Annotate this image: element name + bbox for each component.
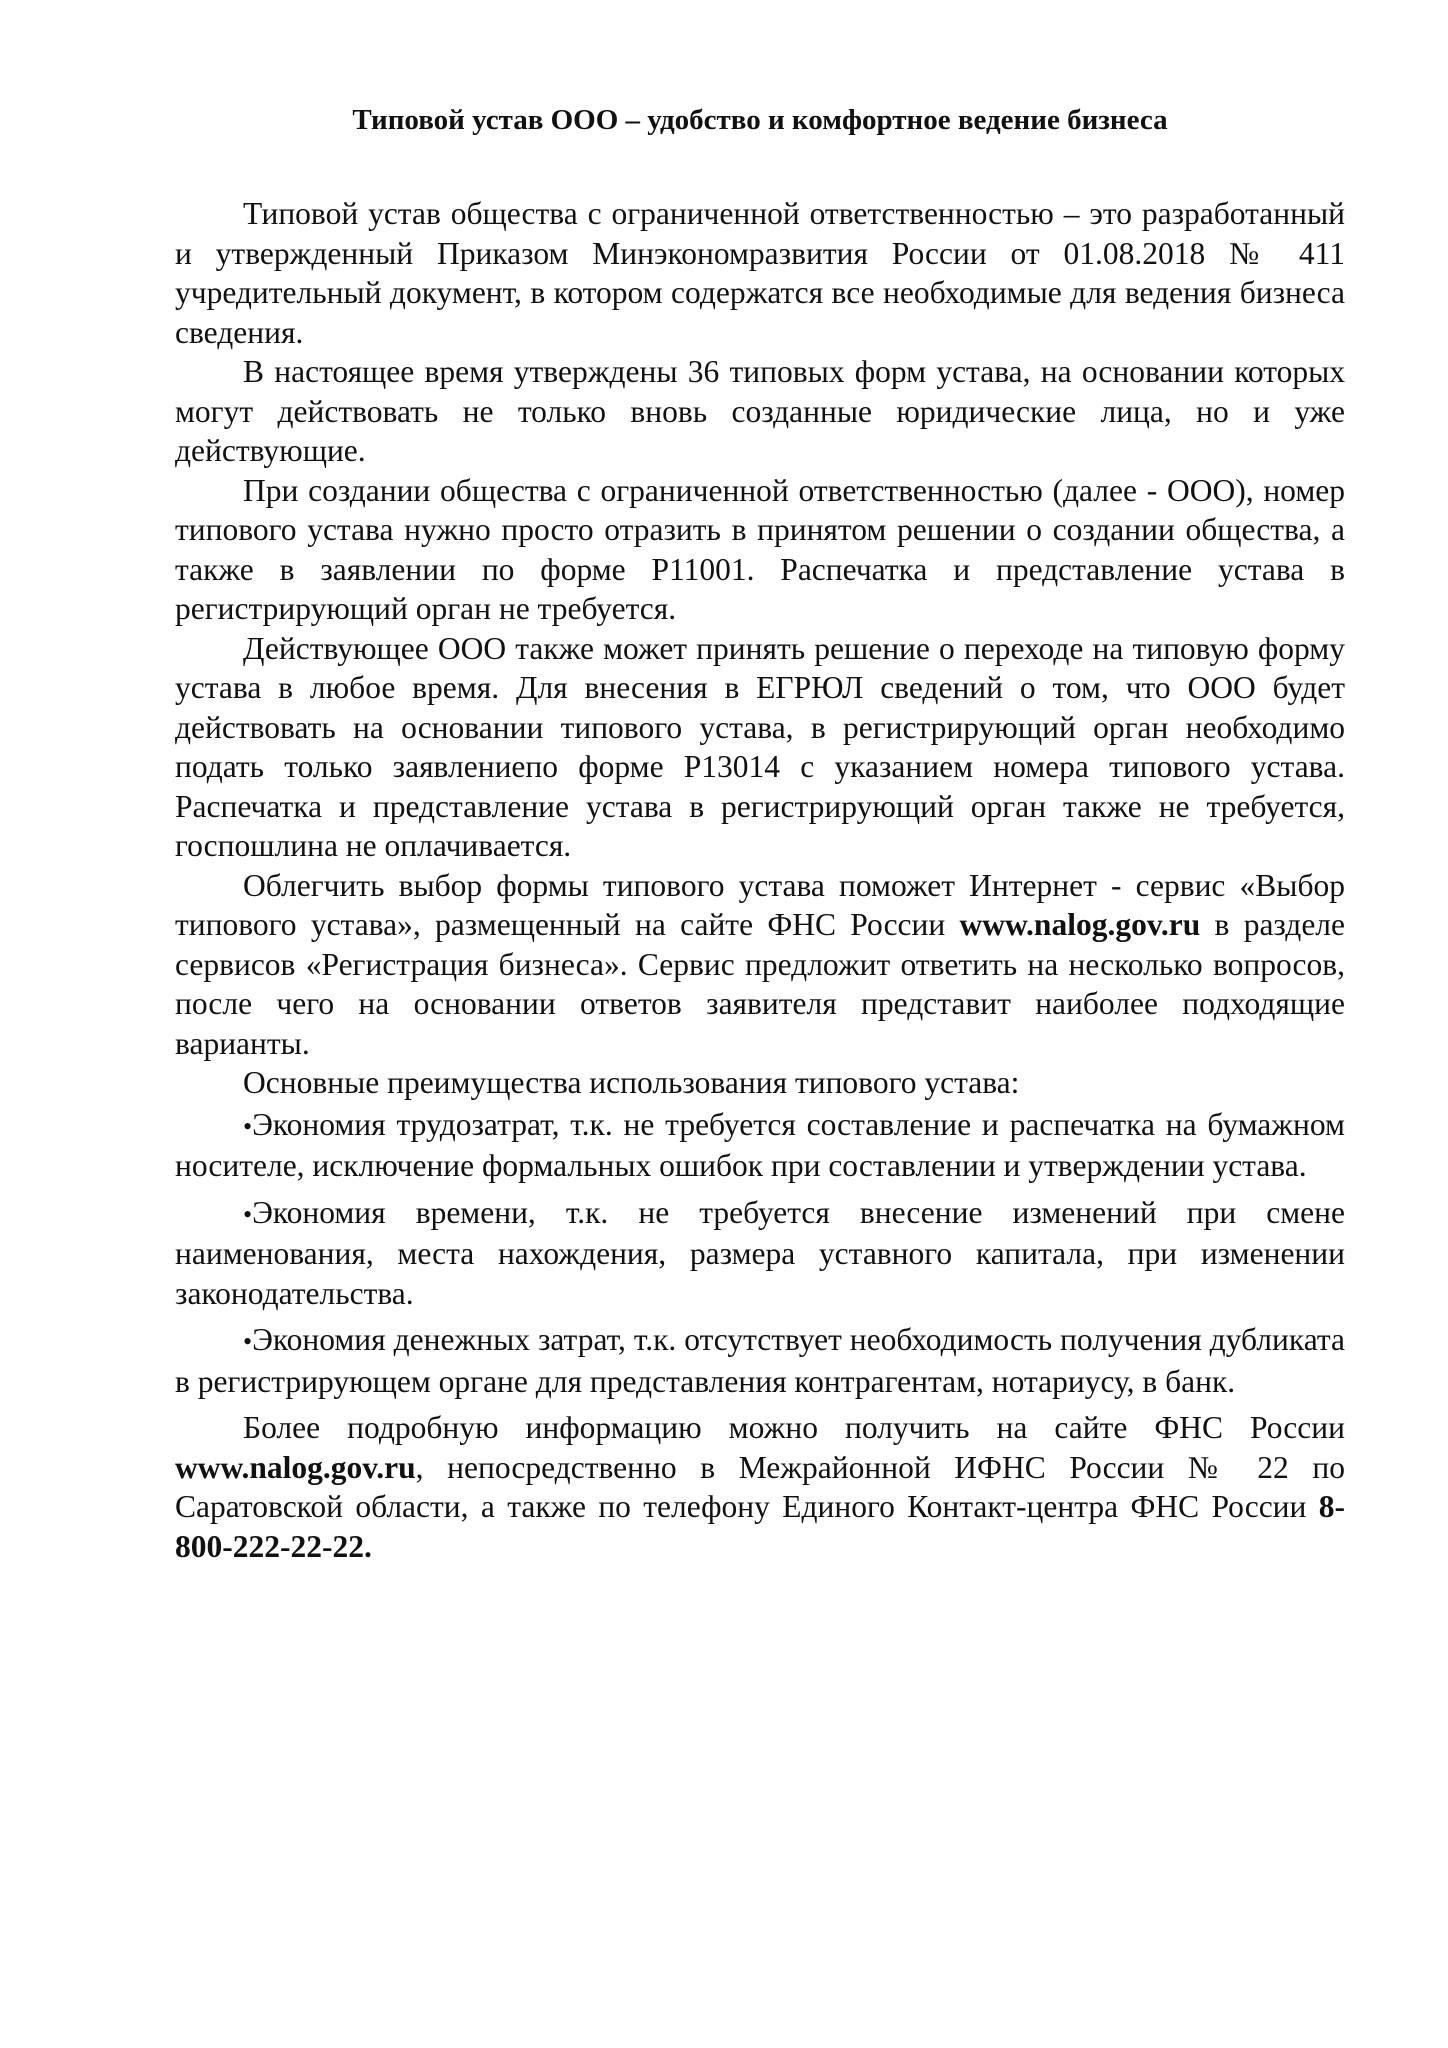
paragraph-forms-count: В настоящее время утверждены 36 типовых форм устава, на основании которых могут действовать не только вновь созданные юридические лица, но и уже действующие. [175, 354, 1345, 468]
list-item [175, 1193, 1345, 1314]
bullet-icon: • [243, 1327, 253, 1356]
contacts-text-middle: , непосредственно в Межрайонной ИФНС России № 22 по Саратовской области, а также по телефону Единого Контакт-центра ФНС России [175, 1449, 1345, 1524]
nalog-link[interactable]: www.nalog.gov.ru [175, 1449, 416, 1485]
list-item-text: Экономия времени, т.к. не требуется внесение изменений при смене наименования, места нахождения, размера уставного капитала, при изменении законодательства. [175, 1194, 1345, 1311]
list-item [175, 1320, 1345, 1401]
phone-number: 8-800-222-22-22. [175, 1489, 1345, 1564]
list-item-text: Экономия трудозатрат, т.к. не требуется составление и распечатка на бумажном носителе, исключение формальных ошибок при составлении и утверждении устава. [175, 1106, 1345, 1183]
service-text-before: Облегчить выбор формы типового устава поможет Интернет - сервис «Выбор типового устава», размещенный на сайте ФНС России [175, 867, 1345, 942]
paragraph-advantages-intro: Основные преимущества использования типового устава: [243, 1065, 1020, 1100]
service-text-after: в разделе сервисов «Регистрация бизнеса». Сервис предложит ответить на несколько вопросов, после чего на основании ответов заявителя представит наиболее подходящие варианты. [175, 907, 1346, 1061]
paragraph-service [175, 866, 1345, 1064]
list-item-text: Экономия денежных затрат, т.к. отсутствует необходимость получения дубликата в регистрирующем органе для представления контрагентам, нотариусу, в банк. [175, 1322, 1345, 1399]
nalog-link[interactable]: www.nalog.gov.ru [959, 907, 1201, 942]
paragraph-creation: При создании общества с ограниченной ответственностью (далее - ООО), номер типового устава нужно просто отразить в принятом решении о создании общества, а также в заявлении по форме Р11001. Распечатка и представление устава в регистрирующий орган не требуется. [175, 472, 1345, 626]
bullet-icon: • [243, 1111, 253, 1141]
bullet-icon: • [243, 1199, 253, 1229]
document-page [175, 100, 1345, 1566]
paragraph-definition: Типовой устав общества с ограниченной ответственностью – это разработанный и утвержденный Приказом Минэкономразвития России от 01.08.2018 № 411 учредительный документ, в котором содержатся все необходимые для ведения бизнеса сведения. [175, 196, 1345, 350]
paragraph-contacts [175, 1408, 1345, 1566]
list-item [175, 1105, 1345, 1186]
paragraph-transition: Действующее ООО также может принять решение о переходе на типовую форму устава в любое время. Для внесения в ЕГРЮЛ сведений о том, что ООО будет действовать на основании типового устава, в регистрирующий орган необходимо подать только заявлениепо форме Р13014 с указанием номера типового устава. Распечатка и представление устава в регистрирующий орган также не требуется, госпошлина не оплачивается. [175, 630, 1345, 863]
contacts-text-before: Более подробную информацию можно получить на сайте ФНС России [243, 1410, 1345, 1445]
document-title: Типовой устав ООО – удобство и комфортное ведение бизнеса [352, 104, 1168, 136]
